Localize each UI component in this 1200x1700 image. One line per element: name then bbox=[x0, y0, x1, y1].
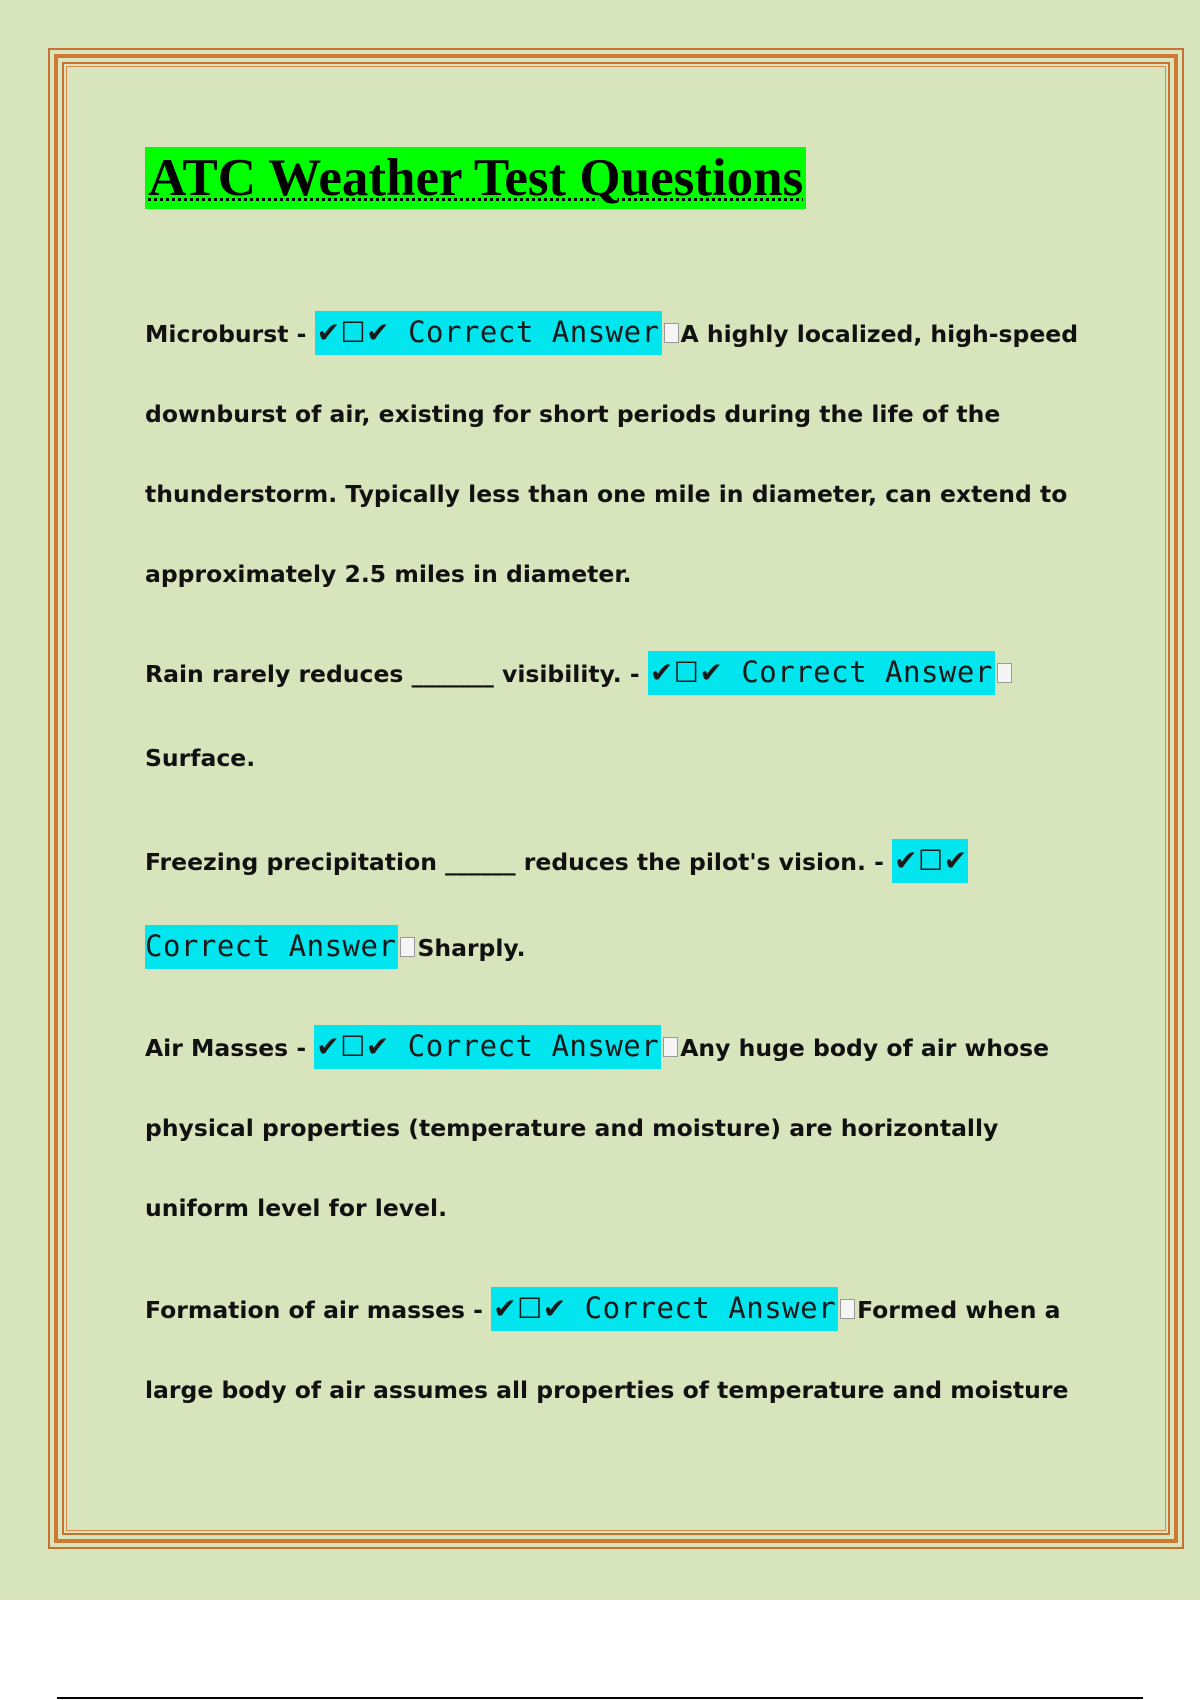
answer-text: A highly localized, high-speed downburst of air, existing for short periods during the life of the thunderstorm. Typically less than one mile in diameter, can extend to approximately 2.5 miles in diameter. bbox=[145, 320, 1079, 588]
check-marks-icon: ✔☐✔ bbox=[316, 1030, 390, 1063]
qa-entry bbox=[145, 818, 1095, 990]
question-text: Formation of air masses - bbox=[145, 1296, 492, 1324]
check-marks-icon: ✔☐✔ bbox=[316, 316, 391, 349]
separator-box-icon bbox=[840, 1299, 855, 1319]
qa-entry bbox=[145, 292, 1095, 614]
correct-answer-tag bbox=[315, 311, 662, 355]
question-text: Air Masses - bbox=[145, 1034, 315, 1062]
correct-answer-tag bbox=[314, 1025, 661, 1069]
footer-rule bbox=[57, 1697, 1143, 1699]
answer-text: Sharply. bbox=[417, 934, 526, 962]
answer-text: Formed when a large body of air assumes all properties of temperature and moisture bbox=[145, 1296, 1069, 1404]
correct-answer-label: Correct Answer bbox=[407, 1029, 660, 1063]
check-marks-icon: ✔☐✔ bbox=[649, 656, 724, 689]
answer-text: Surface. bbox=[145, 744, 256, 772]
answer-text: Any huge body of air whose physical properties (temperature and moisture) are horizontally uniform level for level. bbox=[145, 1034, 1050, 1222]
correct-answer-label: Correct Answer bbox=[145, 929, 397, 963]
correct-answer-tag bbox=[648, 651, 995, 695]
separator-box-icon bbox=[664, 323, 679, 343]
question-text: Microburst - bbox=[145, 320, 315, 348]
correct-answer-label: Correct Answer bbox=[408, 315, 660, 349]
question-text: Rain rarely reduces _______ visibility. - bbox=[145, 660, 648, 688]
document-title: ATC Weather Test Questions bbox=[145, 147, 806, 209]
separator-box-icon bbox=[997, 663, 1012, 683]
check-marks-icon: ✔☐✔ bbox=[894, 844, 968, 877]
correct-answer-label: Correct Answer bbox=[584, 1291, 837, 1325]
qa-entry bbox=[145, 1268, 1095, 1430]
correct-answer-tag bbox=[491, 1287, 838, 1331]
correct-answer-label: Correct Answer bbox=[741, 655, 993, 689]
qa-entry bbox=[145, 1006, 1095, 1248]
question-text: Freezing precipitation ______ reduces the pilot's vision. - bbox=[145, 848, 893, 876]
separator-box-icon bbox=[663, 1037, 678, 1057]
separator-box-icon bbox=[400, 937, 415, 957]
qa-entry bbox=[145, 630, 1095, 800]
check-marks-icon: ✔☐✔ bbox=[493, 1292, 567, 1325]
